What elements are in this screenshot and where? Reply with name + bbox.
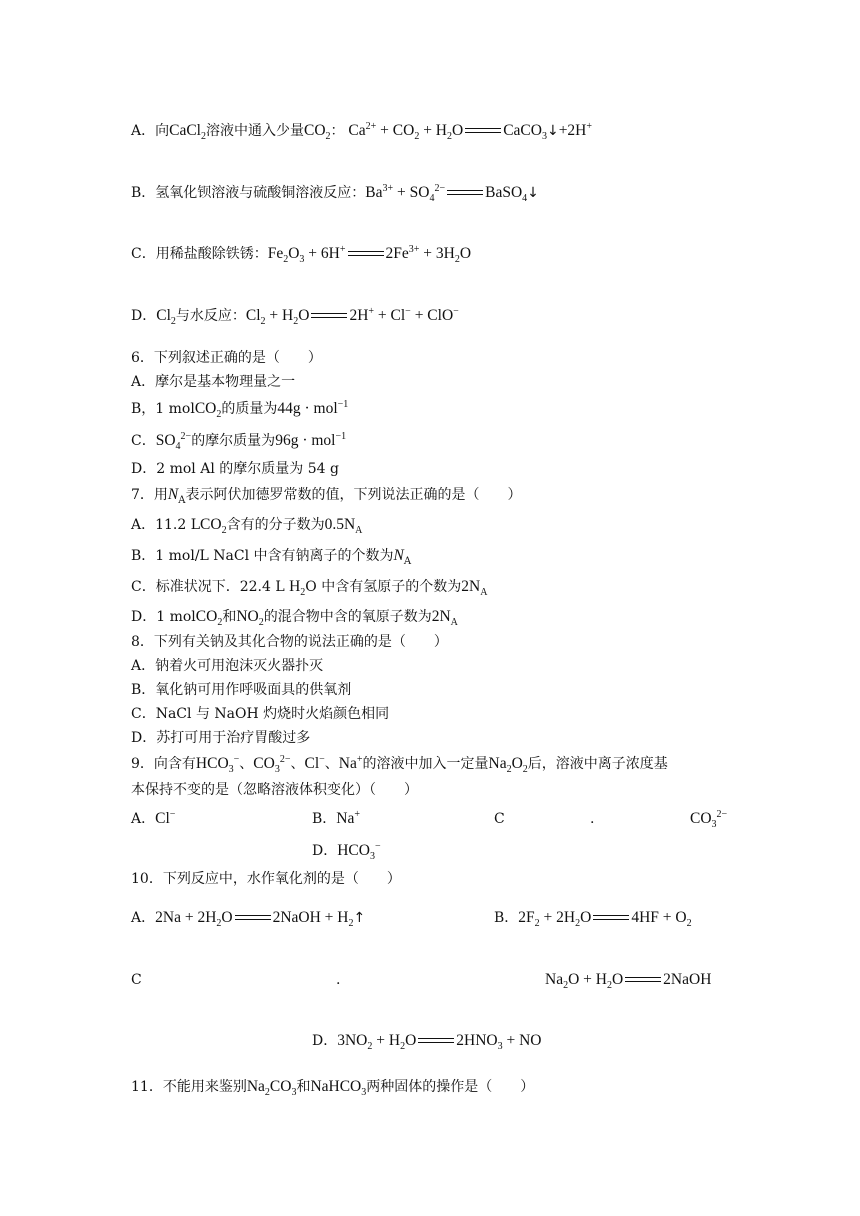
q6-option-a: A．摩尔是基本物理量之一 xyxy=(131,374,296,390)
equals-sign xyxy=(447,187,483,199)
equals-sign xyxy=(235,912,271,924)
q8-option-c: C．NaCl 与 NaOH 灼烧时火焰颜色相同 xyxy=(131,706,390,722)
equals-sign xyxy=(593,912,629,924)
q7-option-a: A．11.2 $LCO_2$含有的分子数为$0.5N_A$ xyxy=(131,516,363,537)
q6-option-c: C．$SO_4^{2-}$的摩尔质量为96g · mol$^{-1}$ xyxy=(131,430,347,453)
q9-stem-line2: 本保持不变的是（忽略溶液体积变化）（ ） xyxy=(131,782,418,798)
q6-stem: 6．下列叙述正确的是（ ） xyxy=(131,350,322,366)
equals-sign xyxy=(348,248,384,260)
q7-option-c: C．标准状况下．22.4 L $H_2O$ 中含有氢原子的个数为$2N_A$ xyxy=(131,578,488,599)
q10-option-d: D．$3NO_2 + H_2O$ $2HNO_3$ + NO xyxy=(312,1032,542,1053)
equals-sign xyxy=(625,974,661,986)
q5-option-b: B．氢氧化钡溶液与硫酸铜溶液反应：$Ba^{3+} + SO_4^{2-}$ BaSO$_4$↓ xyxy=(131,182,539,205)
q9-option-c-label: C xyxy=(494,811,505,827)
q5-option-a: A．向CaCl$_2$溶液中通入少量$CO_2$： $Ca^{2+} + CO_2 + H_2O$ CaCO$_3$↓+2H+ xyxy=(131,120,593,143)
q10-option-b: B．$2F_2 + 2H_2O$ $4HF + O_2$ xyxy=(494,909,692,930)
q10-option-c: $Na_2O + H_2O$ 2NaOH xyxy=(545,971,712,992)
q9-option-c: $CO_3^{2-}$ xyxy=(690,808,728,831)
equals-sign xyxy=(311,310,347,322)
q7-option-d: D．1 molCO$_2$和$NO_2$的混合物中含的氧原子数为$2N_A$ xyxy=(131,608,458,629)
q10-option-c-label: C xyxy=(131,972,142,988)
q9-stem: 9．向含有$HCO_3^-$、$CO_3^{2-}$、Cl−、Na+的溶液中加入一定量$Na_2O_2$后，溶液中离子浓度基 xyxy=(131,753,668,776)
q10-option-c-dot: . xyxy=(336,972,341,988)
equals-sign xyxy=(418,1035,454,1047)
q7-stem: 7．用$N_A$表示阿伏加德罗常数的值，下列说法正确的是（ ） xyxy=(131,486,522,506)
q9-option-b: B．Na+ xyxy=(312,808,361,827)
precipitate-arrow-icon: ↓ xyxy=(546,123,559,139)
q9-option-a: A．Cl− xyxy=(131,808,176,827)
q7-option-b: B．1 mol/L NaCl 中含有钠离子的个数为$N_A$ xyxy=(131,547,412,567)
q9-option-c-dot: . xyxy=(590,811,595,827)
q5-option-c: C．用稀盐酸除铁锈：$Fe_2O_3 + 6H^+$ $2Fe^{3+} + 3H_2O$ xyxy=(131,243,472,266)
precipitate-arrow-icon: ↓ xyxy=(527,185,539,201)
q10-option-a: A．$2Na + 2H_2O$ 2NaOH + $H_2↑$ xyxy=(131,909,366,930)
q6-option-d: D．2 mol Al 的摩尔质量为 54 g xyxy=(131,461,339,477)
q5-option-d: D．$Cl_2$与水反应：$Cl_2 + H_2O$ 2H+ + Cl− + ClO− xyxy=(131,305,459,328)
q6-option-b: B，1 molCO$_2$的质量为44g · mol$^{-1}$ xyxy=(131,398,349,421)
q8-option-b: B．氧化钠可用作呼吸面具的供氧剂 xyxy=(131,682,352,698)
q8-option-a: A．钠着火可用泡沫灭火器扑灭 xyxy=(131,658,324,674)
q8-stem: 8．下列有关钠及其化合物的说法正确的是（ ） xyxy=(131,634,448,650)
q9-option-d: D．$HCO_3^-$ xyxy=(312,840,381,863)
q10-stem: 10．下列反应中，水作氧化剂的是（ ） xyxy=(131,871,401,887)
gas-arrow-icon: ↑ xyxy=(353,910,366,926)
q11-stem: 11．不能用来鉴别$Na_2CO_3$和NaHCO$_3$两种固体的操作是（ ） xyxy=(131,1078,535,1099)
q8-option-d: D．苏打可用于治疗胃酸过多 xyxy=(131,730,311,746)
equals-sign xyxy=(465,125,501,137)
